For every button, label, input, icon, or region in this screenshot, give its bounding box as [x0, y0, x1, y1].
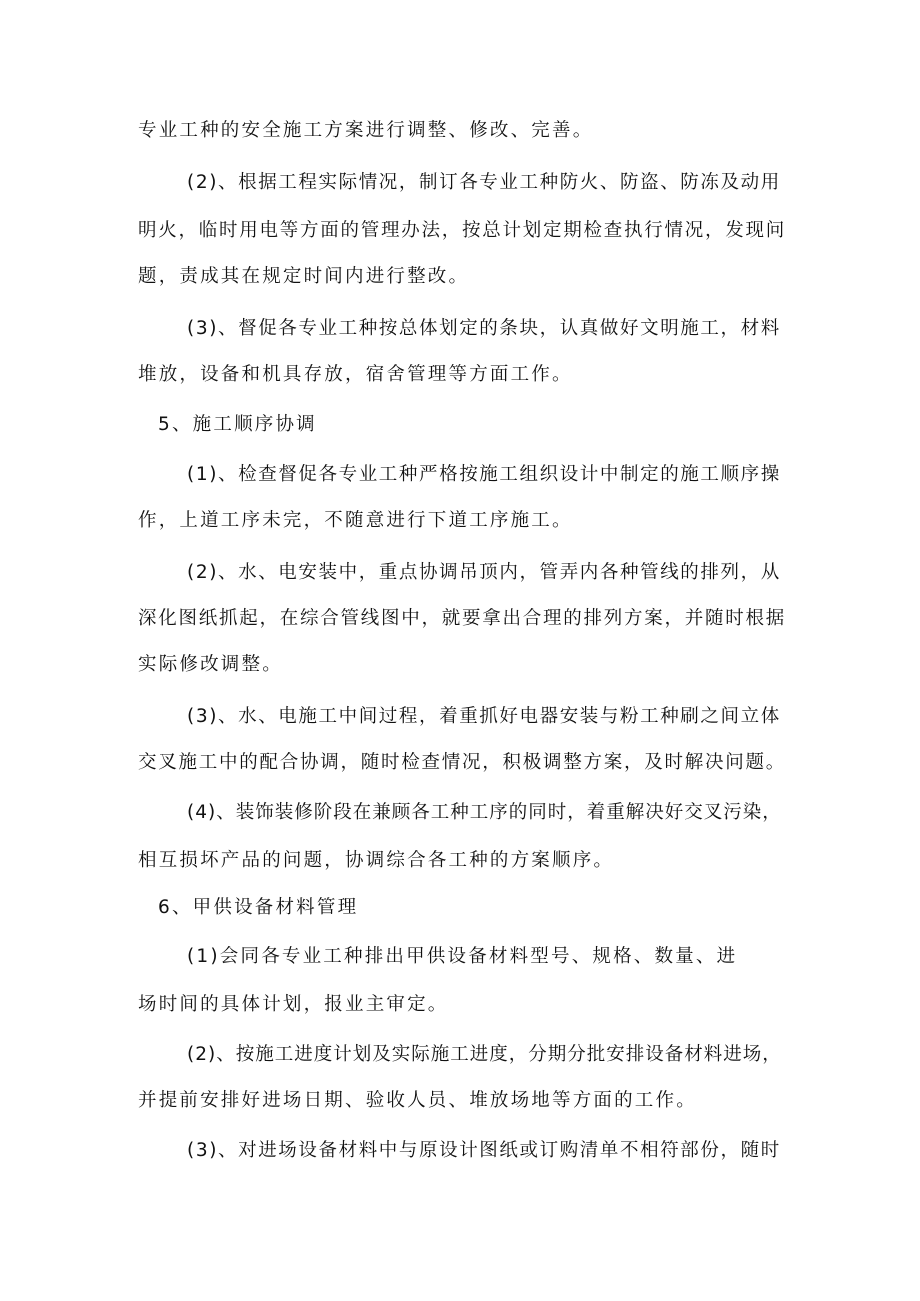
text-line: (1)会同各专业工种排出甲供设备材料型号、规格、数量、进 — [187, 946, 738, 967]
text-line: (4)、装饰装修阶段在兼顾各工种工序的同时，着重解决好交叉污染， — [187, 802, 782, 823]
text-line: (3)、督促各专业工种按总体划定的条块，认真做好文明施工，材料 — [187, 318, 781, 339]
text-line: 专业工种的安全施工方案进行调整、修改、完善。 — [138, 120, 594, 141]
text-line: (1)、检查督促各专业工种严格按施工组织设计中制定的施工顺序操 — [187, 464, 781, 485]
text-line: 场时间的具体计划，报业主审定。 — [138, 994, 449, 1015]
text-line: (2)、按施工进度计划及实际施工进度，分期分批安排设备材料进场， — [187, 1044, 782, 1065]
text-line: 明火，临时用电等方面的管理办法，按总计划定期检查执行情况，发现问 — [138, 220, 787, 241]
text-line: 作，上道工序未完，不随意进行下道工序施工。 — [138, 510, 573, 531]
text-line: (2)、根据工程实际情况，制订各专业工种防火、防盗、防冻及动用 — [187, 172, 781, 193]
text-line: 并提前安排好进场日期、验收人员、堆放场地等方面的工作。 — [138, 1090, 697, 1111]
section-heading: 6、甲供设备材料管理 — [158, 897, 359, 918]
text-line: 深化图纸抓起，在综合管线图中，就要拿出合理的排列方案，并随时根据 — [138, 608, 787, 629]
text-line: 相互损坏产品的问题，协调综合各工种的方案顺序。 — [138, 850, 615, 871]
text-line: 实际修改调整。 — [138, 654, 283, 675]
text-line: (2)、水、电安装中，重点协调吊顶内，管弄内各种管线的排列，从 — [187, 562, 781, 583]
text-line: 堆放，设备和机具存放，宿舍管理等方面工作。 — [138, 364, 573, 385]
text-line: (3)、对进场设备材料中与原设计图纸或订购清单不相符部份，随时 — [187, 1140, 781, 1161]
text-line: 交叉施工中的配合协调，随时检查情况，积极调整方案，及时解决问题。 — [138, 752, 787, 773]
text-line: (3)、水、电施工中间过程，着重抓好电器安装与粉工种刷之间立体 — [187, 706, 781, 727]
section-heading: 5、施工顺序协调 — [158, 414, 317, 435]
text-line: 题，责成其在规定时间内进行整改。 — [138, 266, 470, 287]
